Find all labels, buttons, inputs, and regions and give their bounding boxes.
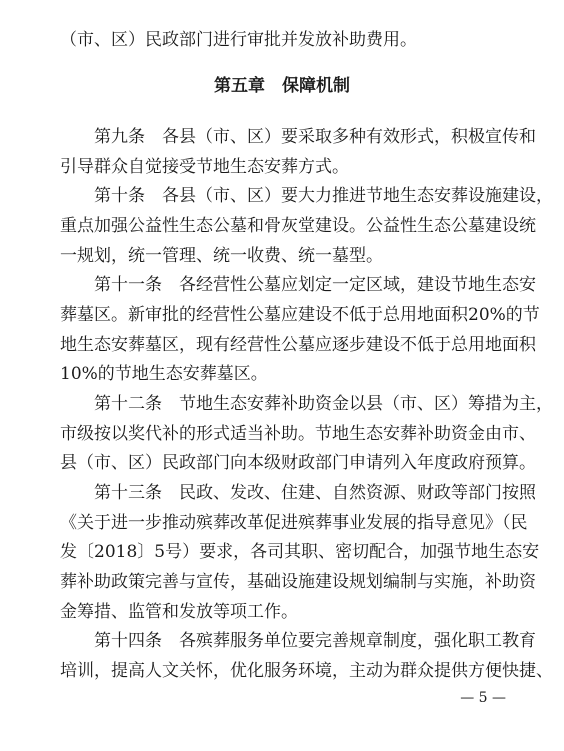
article-13-line-4: 葬补助政策完善与宣传，基础设施建设规划编制与实施，补助资 <box>60 572 536 592</box>
article-12-line-2: 市级按以奖代补的形式适当补助。节地生态安葬补助资金由市、 <box>60 424 536 444</box>
article-13-line-5: 金筹措、监管和发放等项工作。 <box>60 602 298 622</box>
article-10-line-1: 第十条 各县（市、区）要大力推进节地生态安葬设施建设， <box>94 186 553 206</box>
article-12-line-3: 县（市、区）民政部门向本级财政部门申请列入年度政府预算。 <box>60 453 536 473</box>
article-13-line-3: 发〔2018〕5号）要求，各司其职、密切配合，加强节地生态安 <box>60 542 540 562</box>
article-11-line-4: 10%的节地生态安葬墓区。 <box>60 364 268 384</box>
article-11-line-1: 第十一条 各经营性公墓应划定一定区域，建设节地生态安 <box>94 275 536 295</box>
page-number: — 5 — <box>460 690 506 706</box>
article-13-line-2: 《关于进一步推动殡葬改革促进殡葬事业发展的指导意见》（民 <box>60 513 528 533</box>
chapter-title: 第五章 保障机制 <box>214 76 350 96</box>
article-14-line-2: 培训，提高人文关怀，优化服务环境，主动为群众提供方便快捷、 <box>60 661 553 681</box>
article-11-line-3: 地生态安葬墓区，现有经营性公墓应逐步建设不低于总用地面积 <box>60 335 536 355</box>
article-12-line-1: 第十二条 节地生态安葬补助资金以县（市、区）筹措为主， <box>94 394 553 414</box>
text-line-1: （市、区）民政部门进行审批并发放补助费用。 <box>60 30 417 50</box>
article-10-line-3: 一规划，统一管理、统一收费、统一墓型。 <box>60 246 383 266</box>
article-9-line-1: 第九条 各县（市、区）要采取多种有效形式，积极宣传和 <box>94 127 536 147</box>
article-10-line-2: 重点加强公益性生态公墓和骨灰堂建设。公益性生态公墓建设统 <box>60 216 536 236</box>
article-11-line-2: 葬墓区。新审批的经营性公墓应建设不低于总用地面积20%的节 <box>60 305 540 325</box>
article-9-line-2: 引导群众自觉接受节地生态安葬方式。 <box>60 157 349 177</box>
article-13-line-1: 第十三条 民政、发改、住建、自然资源、财政等部门按照 <box>94 483 536 503</box>
article-14-line-1: 第十四条 各殡葬服务单位要完善规章制度，强化职工教育 <box>94 631 536 651</box>
